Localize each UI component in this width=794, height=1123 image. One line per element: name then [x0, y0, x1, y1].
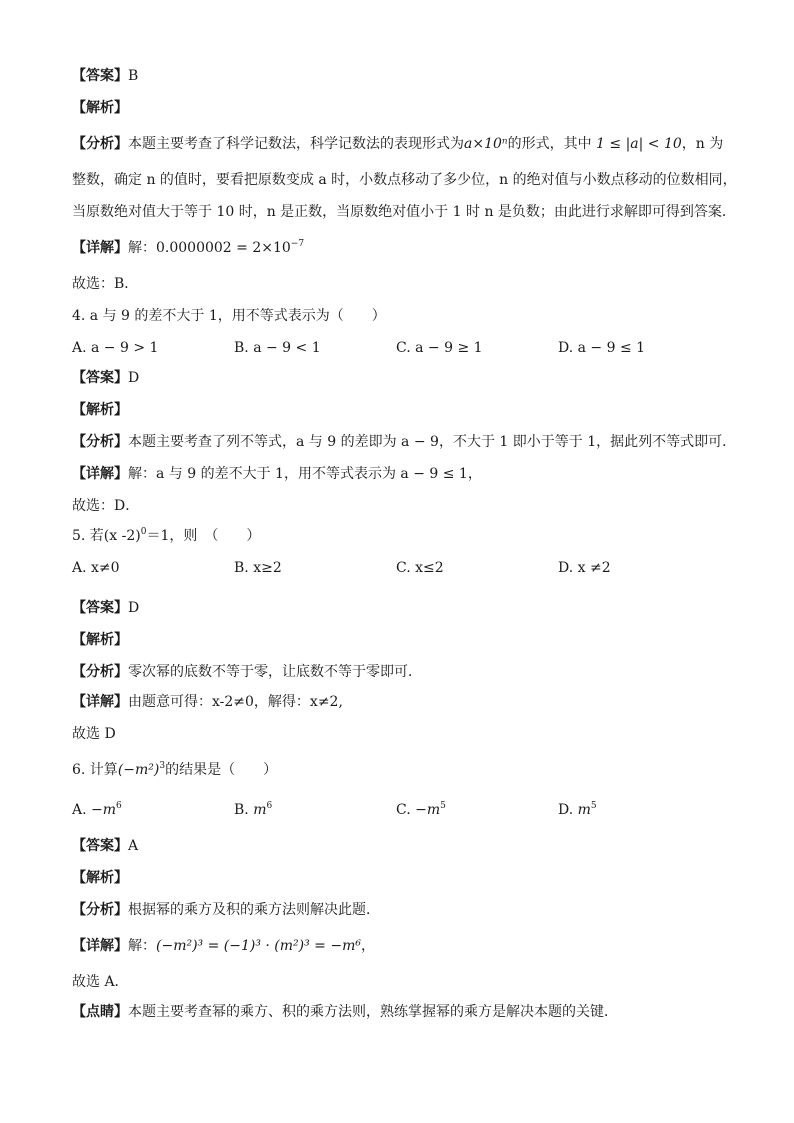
- q5-option-d: D. x ≠2: [558, 560, 611, 576]
- q5-option-c: C. x≤2: [396, 560, 444, 576]
- q5-analysis-tag: 【解析】: [72, 632, 128, 648]
- q6-analysis-tag: 【解析】: [72, 870, 128, 886]
- q6-detail: 【详解】解：(−m²)³ = (−1)³ · (m²)³ = −m⁶，: [72, 938, 375, 954]
- q5-fenxi: 【分析】零次幂的底数不等于零，让底数不等于零即可．: [72, 664, 422, 680]
- q6-option-d: D. $m^5$: [558, 801, 597, 818]
- q6-answer: 【答案】A: [72, 838, 139, 854]
- q4-option-c: C. a − 9 ≥ 1: [396, 340, 483, 356]
- q3-fenxi-line1: 【分析】本题主要考查了科学记数法，科学记数法的表现形式为a×10ⁿ的形式，其中 1 ≤ |a| < 10，n 为: [72, 136, 724, 152]
- q4-option-a: A. a − 9 > 1: [72, 340, 159, 356]
- q4-detail: 【详解】解：a 与 9 的差不大于 1，用不等式表示为 a − 9 ≤ 1，: [72, 466, 482, 482]
- q4-option-d: D. a − 9 ≤ 1: [558, 340, 646, 356]
- q3-analysis-tag: 【解析】: [72, 100, 128, 116]
- q5-option-a: A. x≠0: [72, 560, 120, 576]
- q4-analysis-tag: 【解析】: [72, 402, 128, 418]
- q6-option-b: B. $m^6$: [234, 801, 273, 818]
- q6-fenxi: 【分析】根据幂的乘方及积的乘方法则解决此题．: [72, 902, 380, 918]
- q6-choose: 故选 A．: [72, 974, 129, 990]
- q3-choose: 故选：B．: [72, 276, 139, 292]
- q6-option-c: C. $-m^5$: [396, 801, 446, 818]
- q5-choose: 故选 D: [72, 726, 116, 742]
- q4-fenxi: 【分析】本题主要考查了列不等式，a 与 9 的差即为 a − 9，不大于 1 即小于等于 1，据此列不等式即可．: [72, 434, 737, 450]
- q3-fenxi-line3: 当原数绝对值大于等于 10 时，n 是正数，当原数绝对值小于 1 时 n 是负数；由此进行求解即可得到答案．: [72, 204, 736, 220]
- q6-option-a: A. $-m^6$: [72, 801, 122, 818]
- q6-dianjing: 【点睛】本题主要考查幂的乘方、积的乘方法则，熟练掌握幂的乘方是解决本题的关键．: [72, 1004, 618, 1020]
- q5-answer: 【答案】D: [72, 600, 140, 616]
- q3-answer: 【答案】B: [72, 68, 139, 84]
- q4-option-b: B. a − 9 < 1: [234, 340, 321, 356]
- q5-stem: 5. 若(x -2)$^0$＝1，则 （ ）: [72, 527, 261, 544]
- q4-stem: 4. a 与 9 的差不大于 1，用不等式表示为（ ）: [72, 308, 386, 324]
- q4-choose: 故选：D．: [72, 498, 140, 514]
- q5-detail: 【详解】由题意可得：x-2≠0，解得：x≠2,: [72, 694, 343, 710]
- q3-detail: 【详解】解：$0.0000002 = 2\times 10^{-7}$: [72, 239, 305, 256]
- answer-tag: 【答案】: [72, 68, 128, 84]
- q5-option-b: B. x≥2: [234, 560, 282, 576]
- q6-stem: 6. 计算$(-m^2)^3$的结果是（ ）: [72, 761, 278, 778]
- q3-fenxi-line2: 整数，确定 n 的值时，要看把原数变成 a 时，小数点移动了多少位，n 的绝对值与小数点移动的位数相同，: [72, 172, 737, 188]
- q4-answer: 【答案】D: [72, 370, 140, 386]
